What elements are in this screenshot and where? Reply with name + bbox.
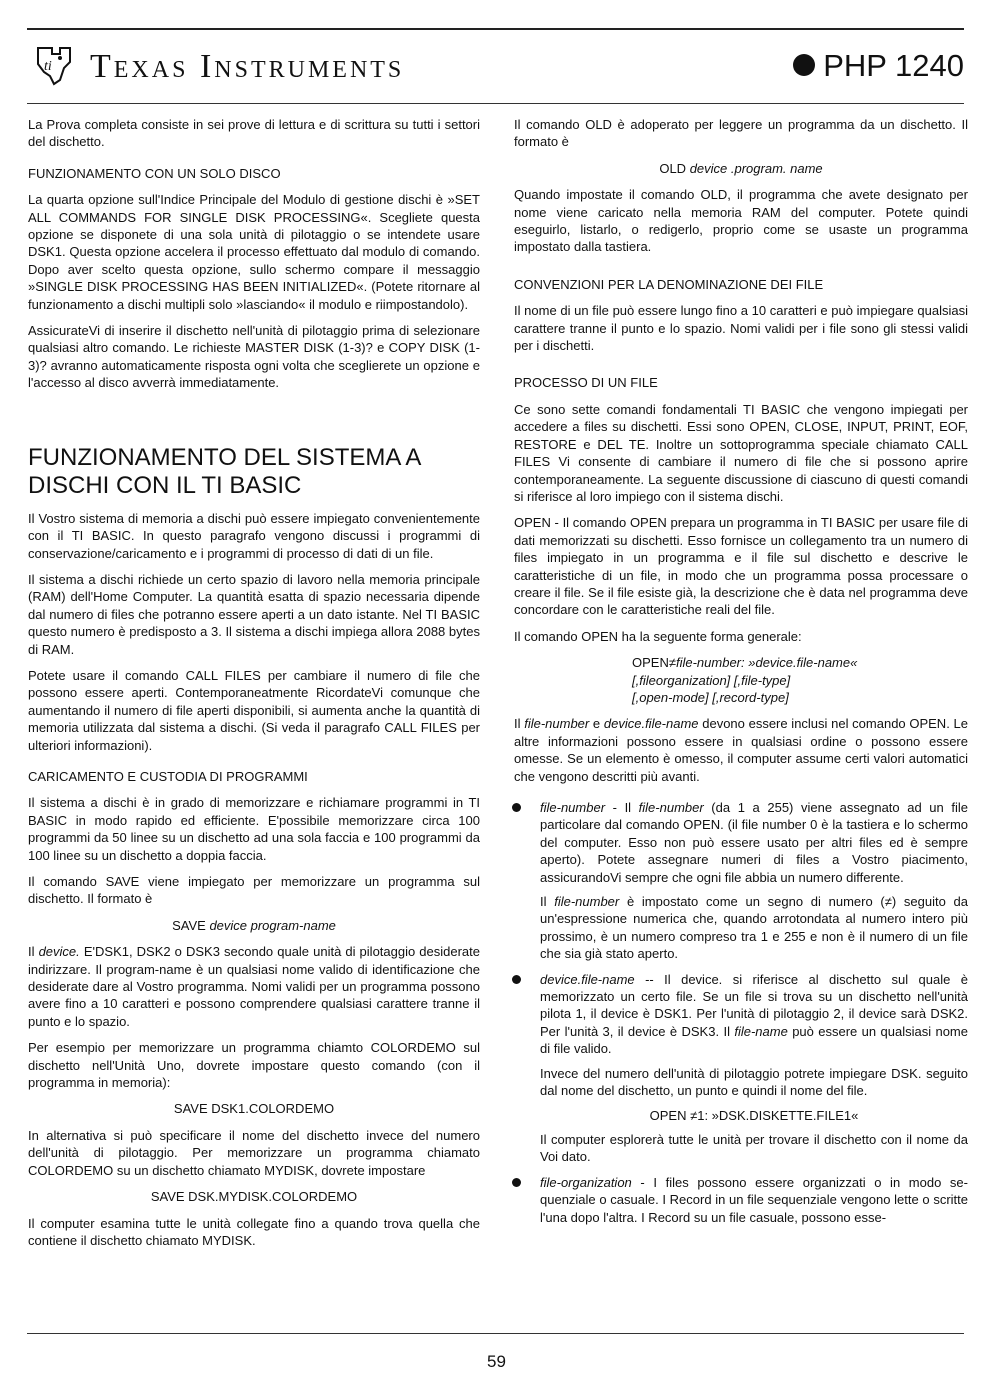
- bullet-item: file-organization - I files possono essere organizzati o in modo sequenziale o casuale. I Record in un file sequenziale vengono lette o scritte l'una dopo l'altra. I Record su un file casuale, possono esse-: [514, 1174, 968, 1226]
- paragraph: Il comando OPEN ha la seguente forma generale:: [514, 628, 802, 644]
- header-rule: [27, 103, 964, 104]
- paragraph: Il comando OLD è adoperato per leggere un programma da un dischetto. Il formato è: [514, 117, 968, 150]
- paragraph: Il sistema a dischi richiede un certo spazio di lavoro nella memoria principale (RAM) dell'Home Computer. La quantità esatta di spazio necessaria dipende dal numero di files che potranno essere aperti a un dato istante. Nel TI BASIC questo numero è predisposto a 3. Il sistema a dischi impiega allora 2088 bytes di RAM.: [28, 571, 480, 657]
- bullet-item: file-number - Il file-number (da 1 a 255) viene assegnato ad un file particolare dal comando OPEN. (il file number 0 è la tastiera e lo schermo del computer. Esso non può essere usato per altri files ed è sempre aperto). Potete assegnare numeri di files a Vostro piacimento, assicurandoVi sempre che ogni file abbia un numero differente. Il file-number è impostato come un segno di numero (≠) seguito da un'espressione numerica che, quando arrotondata al numero intero più prossimo, è un numero compreso tra 1 e 255 e non è il numero di un file che sia già stato aperto.: [514, 799, 968, 963]
- top-rule: [27, 28, 964, 30]
- section-heading: FUNZIONAMENTO CON UN SOLO DISCO: [28, 165, 281, 181]
- command-example: SAVE DSK.MYDISK.COLORDEMO: [150, 1189, 358, 1205]
- paragraph: Il Vostro sistema di memoria a dischi può essere impiegato convenientemente con il TI BASIC. In questo paragrafo vengono discussi i programmi di conservazione/caricamento e i programmi di processo di dati di un file.: [28, 510, 480, 561]
- bullet-dot-icon: [793, 54, 815, 76]
- page-header: [30, 40, 964, 100]
- section-heading: PROCESSO DI UN FILE: [514, 375, 658, 391]
- svg-text:ti: ti: [44, 59, 52, 74]
- command-format: OLD device .program. name: [659, 160, 823, 176]
- texas-instruments-logo-icon: [30, 42, 76, 88]
- paragraph: OPEN - Il comando OPEN prepara un programma in TI BASIC per usare file di dati memorizzati su dischetti. Esso fornisce un collegamento tra un numero di files impiegato in un programma e il file sul dischetto e descrive le caratteristiche di un file, in modo che un programma possa processare o creare il file. Se il file esiste già, la descrizione che è data nel programma deve concordare con le caratteristiche reali del file.: [514, 515, 968, 618]
- right-column: [514, 116, 968, 1234]
- paragraph: AssicurateVi di inserire il dischetto nell'unità di pilotaggio prima di selezionare qualsiasi altro comando. Le richieste MASTER DISK (1-3)? e COPY DISK (1-3)? avranno automaticamente risposta ogni volta che sceglierete un opzione e l'accesso al disco avverrà immediatamente.: [28, 323, 480, 391]
- paragraph: La quarta opzione sull'Indice Principale del Modulo di gestione dischi è »SET ALL COMMANDS FOR SINGLE DISK PROCESSING«. Scegliete questa opzione se disponete di una sola unità di pilotaggio o se intendete usare DSK1. Questa opzione accelera il processo effettuato dal modulo di comando. Dopo aver scelto questa opzione, sullo schermo compare il messaggio »SINGLE DISK PROCESSING HAS BEEN INITIALIZED«. (Potete ritornare al funzionamento a dischi multipli solo »lasciando« il modulo e riimpostandolo).: [28, 192, 480, 312]
- syntax-line: OPEN≠file-number: »device.file-name«: [632, 655, 858, 671]
- bullet-item: device.file-name -- Il device. si riferisce al dischetto sul quale è memorizzato un certo file. Se un file si trova su un dischetto nell'unità pilota 1, il device è DSK1. Per l'unità di pilotaggio 2, il device sarà DSK2. Per l'unità 3, il device è DSK3. Il file-name può essere un qualsiasi nome di file valido. Invece del numero dell'unità di pilotaggio potrete impiegare DSK. seguito dal nome del dischetto, un punto e quindi il nome del file. OPEN ≠1: »DSK.DISKETTE.FILE1« Il computer esplorerà tutte le unità per trovare il dischetto con il nome da Voi dato.: [514, 971, 968, 1166]
- bullet-icon: [512, 1178, 521, 1187]
- paragraph: Potete usare il comando CALL FILES per cambiare il numero di file che possono essere aperti. Contemporaneatmente RicordateVi comunque che aumentando il numero di file aperti disponibili, si aumenta anche la quantità di memoria utilizzata dal sistema a dischi. (Si veda il paragrafo CALL FILES per ulteriori informazioni).: [28, 667, 480, 753]
- command-format: SAVE device program-name: [172, 917, 336, 933]
- left-column: [28, 116, 480, 1258]
- page-number: 59: [487, 1352, 506, 1371]
- paragraph: La Prova completa consiste in sei prove di lettura e di scrittura su tutti i settori del dischetto.: [28, 117, 480, 150]
- paragraph: Il computer esamina tutte le unità collegate fino a quando trova quella che contiene il dischetto chiamato MYDISK.: [28, 1215, 480, 1248]
- paragraph: Il comando SAVE viene impiegato per memorizzare un programma sul dischetto. Il formato è: [28, 874, 480, 907]
- paragraph: Quando impostate il comando OLD, il programma che avete designato per nome viene caricato nella memoria RAM del computer. Potete quindi eseguirlo, listarlo, o redigerlo, proprio come se usaste un programma impostato dalla tastiera.: [514, 187, 968, 255]
- paragraph: Il sistema a dischi è in grado di memorizzare e richiamare programmi in TI BASIC in modo rapido ed efficiente. E'possibile memorizzare circa 100 programmi da 50 linee su un dischetto ad una sola faccia e 100 programmi da 100 linee su un dischetto a doppia faccia.: [28, 795, 480, 863]
- open-syntax: [514, 654, 968, 706]
- paragraph: In alternativa si può specificare il nome del dischetto invece del numero dell'unità di pilotaggio. Per memorizzare un programma chiamato COLORDEMO su un dischetto chiamato MYDISK, dovrete impostare: [28, 1127, 480, 1178]
- major-heading: FUNZIONAMENTO DEL SISTEMA A DISCHI CON IL TI BASIC: [28, 443, 421, 499]
- syntax-line: [,open-mode] [,record-type]: [632, 689, 789, 705]
- paragraph: Il file-number e device.file-name devono essere inclusi nel comando OPEN. Le altre informazioni possono essere in qualsiasi ordine o possono essere omesse. Se un elemento è omesso, il computer assume certi valori automatici che vengono descritti più avanti.: [514, 716, 968, 784]
- paragraph: Per esempio per memorizzare un programma chiamto COLORDEMO sul dischetto nell'Unità Uno, dovrete impostare questo comando (con il programma in memoria):: [28, 1040, 480, 1091]
- bullet-icon: [512, 803, 521, 812]
- command-example: SAVE DSK1.COLORDEMO: [173, 1101, 335, 1117]
- model-text: PHP 1240: [823, 48, 964, 83]
- section-heading: CARICAMENTO E CUSTODIA DI PROGRAMMI: [28, 768, 308, 784]
- paragraph: Il nome di un file può essere lungo fino a 10 caratteri e può impiegare qualsiasi carattere tranne il punto e lo spazio. Nomi validi per i file sono gli stessi validi per i dischetti.: [514, 303, 968, 354]
- footer-rule: [27, 1333, 964, 1334]
- section-heading: CONVENZIONI PER LA DENOMINAZIONE DEI FILE: [514, 276, 824, 292]
- paragraph: Ce sono sette comandi fondamentali TI BASIC che vengono impiegati per accedere a files su dischetti. Essi sono OPEN, CLOSE, INPUT, PRINT, EOF, RESTORE e DEL TE. Inoltre un sottoprogramma speciale chiamato CALL FILES Vi consente di cambiare il numero di file che si possono aprire contemporaneamente. La seguente discussione di ciascuno di questi comandi si riferisce al loro impiego con il sistema dischi.: [514, 401, 968, 504]
- paragraph: Il device. E'DSK1, DSK2 o DSK3 secondo quale unità di pilotaggio desiderate indirizzare. Il program-name è un qualsiasi nome valido di identificazione che desiderate dare al Vostro programma. Nomi validi per un programma possono avere fino a 10 caratteri e possono comprendere qualsiasi carattere tranne il punto e lo spazio.: [28, 944, 480, 1029]
- model-label: [793, 48, 964, 84]
- brand-name: Texas Instruments: [90, 48, 405, 85]
- syntax-line: [,fileorganization] [,file-type]: [632, 672, 791, 688]
- bullet-icon: [512, 975, 521, 984]
